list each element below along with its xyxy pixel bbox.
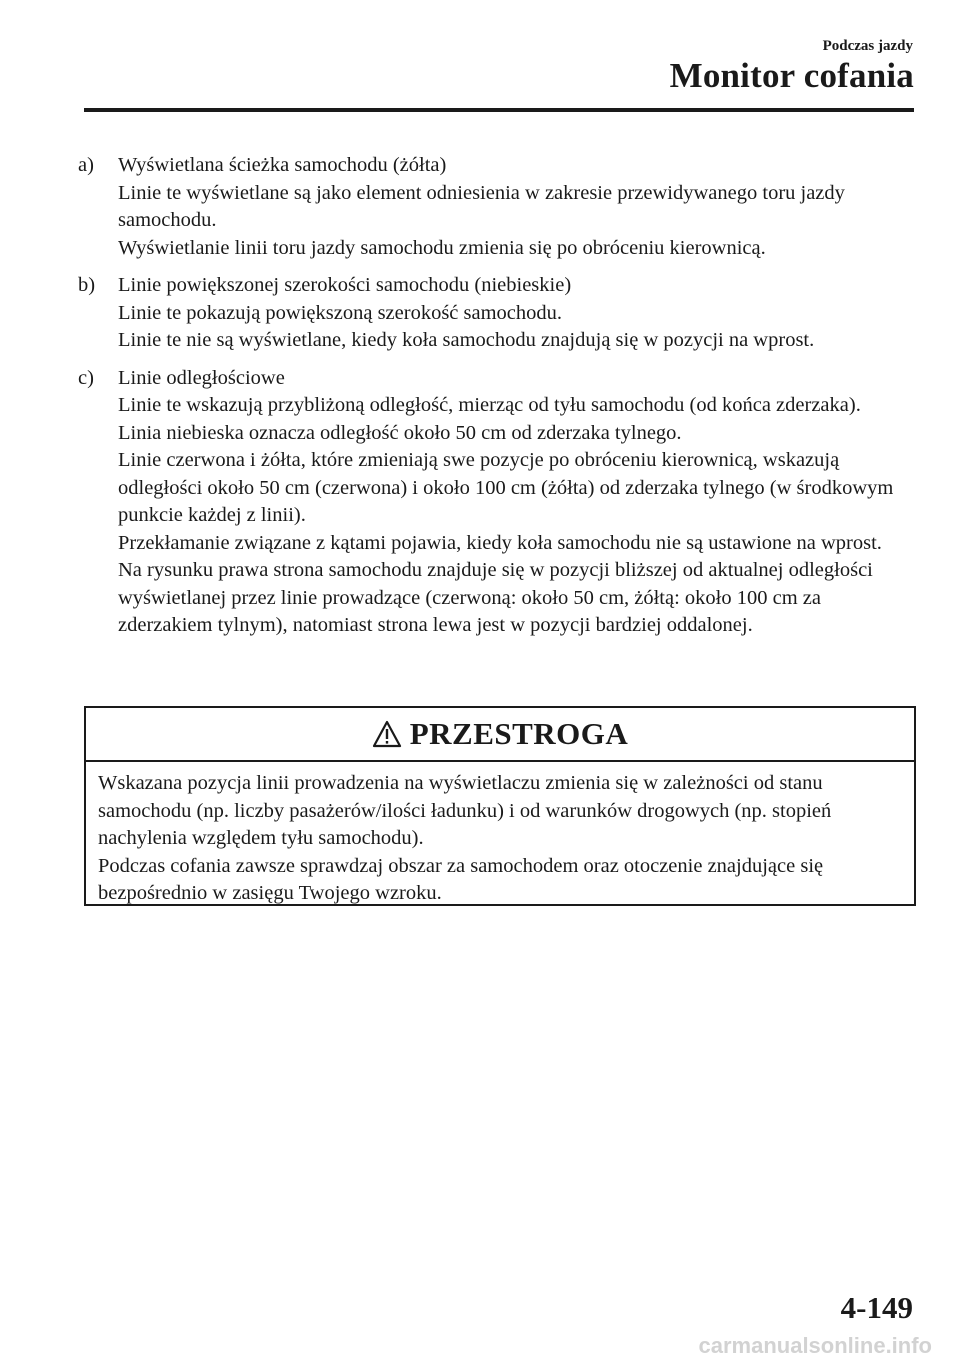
item-line: Wyświetlanie linii toru jazdy samochodu zmienia się po obróceniu kierownicą. bbox=[118, 236, 766, 259]
caution-paragraph: Podczas cofania zawsze sprawdzaj obszar za samochodem oraz otoczenie znajdujące się bezpośrednio w zasięgu Twojego wzroku. bbox=[98, 854, 824, 904]
item-line: Linie czerwona i żółta, które zmieniają swe pozycje po obróceniu kierownicą, wskazują odległości około 50 cm (czerwona) i około 100 cm (żółta) od zderzaka tylnego (w środkowym punkcie każdej z linii). bbox=[118, 449, 894, 526]
item-line: Linie te pokazują powiększoną szerokość samochodu. bbox=[118, 301, 563, 324]
item-line: Linie te wyświetlane są jako element odniesienia w zakresie przewidywanego toru jazdy samochodu. bbox=[118, 181, 845, 231]
list-item-a bbox=[78, 152, 918, 262]
item-marker: a) bbox=[78, 154, 94, 176]
item-line: Na rysunku prawa strona samochodu znajduje się w pozycji bliższej od aktualnej odległości wyświetlanej przez linie prowadzące (czerwoną: około 50 cm, żółtą: około 100 cm za zderzakiem tylnym), natomiast strona lewa jest w pozycji bardziej oddalonej. bbox=[118, 559, 873, 636]
item-marker: b) bbox=[78, 274, 96, 296]
warning-triangle-icon bbox=[372, 720, 402, 748]
item-line: Linie te nie są wyświetlane, kiedy koła samochodu znajdują się w pozycji na wprost. bbox=[118, 329, 815, 351]
section-label: Podczas jazdy bbox=[822, 38, 913, 54]
page-number: 4-149 bbox=[840, 1290, 913, 1325]
watermark: carmanualsonline.info bbox=[698, 1333, 932, 1358]
item-body bbox=[118, 272, 918, 355]
item-title: Linie powiększonej szerokości samochodu (niebieskie) bbox=[118, 274, 572, 296]
list-item-c bbox=[78, 365, 918, 640]
caution-paragraph: Wskazana pozycja linii prowadzenia na wyświetlaczu zmienia się w zależności od stanu samochodu (np. liczby pasażerów/ilości ładunku) i od warunków drogowych (np. stopień nachylenia względem tyłu samochodu). bbox=[98, 772, 832, 849]
item-title: Linie odległościowe bbox=[118, 366, 285, 389]
item-line: Linia niebieska oznacza odległość około 50 cm od zderzaka tylnego. bbox=[118, 421, 682, 444]
main-content bbox=[78, 152, 918, 650]
item-body bbox=[118, 152, 918, 262]
caution-header bbox=[86, 708, 914, 762]
item-line: Przekłamanie związane z kątami pojawia, kiedy koła samochodu nie są ustawione na wprost. bbox=[118, 531, 882, 554]
list-item-b bbox=[78, 272, 918, 355]
page-title: Monitor cofania bbox=[669, 56, 914, 95]
caution-box bbox=[84, 706, 916, 906]
item-marker: c) bbox=[78, 366, 94, 389]
caution-title: PRZESTROGA bbox=[409, 716, 629, 751]
item-line: Linie te wskazują przybliżoną odległość, mierząc od tyłu samochodu (od końca zderzaka). bbox=[118, 394, 861, 416]
caution-body bbox=[86, 762, 914, 908]
item-title: Wyświetlana ścieżka samochodu (żółta) bbox=[118, 154, 447, 176]
item-body bbox=[118, 365, 918, 640]
header-divider bbox=[84, 108, 914, 112]
